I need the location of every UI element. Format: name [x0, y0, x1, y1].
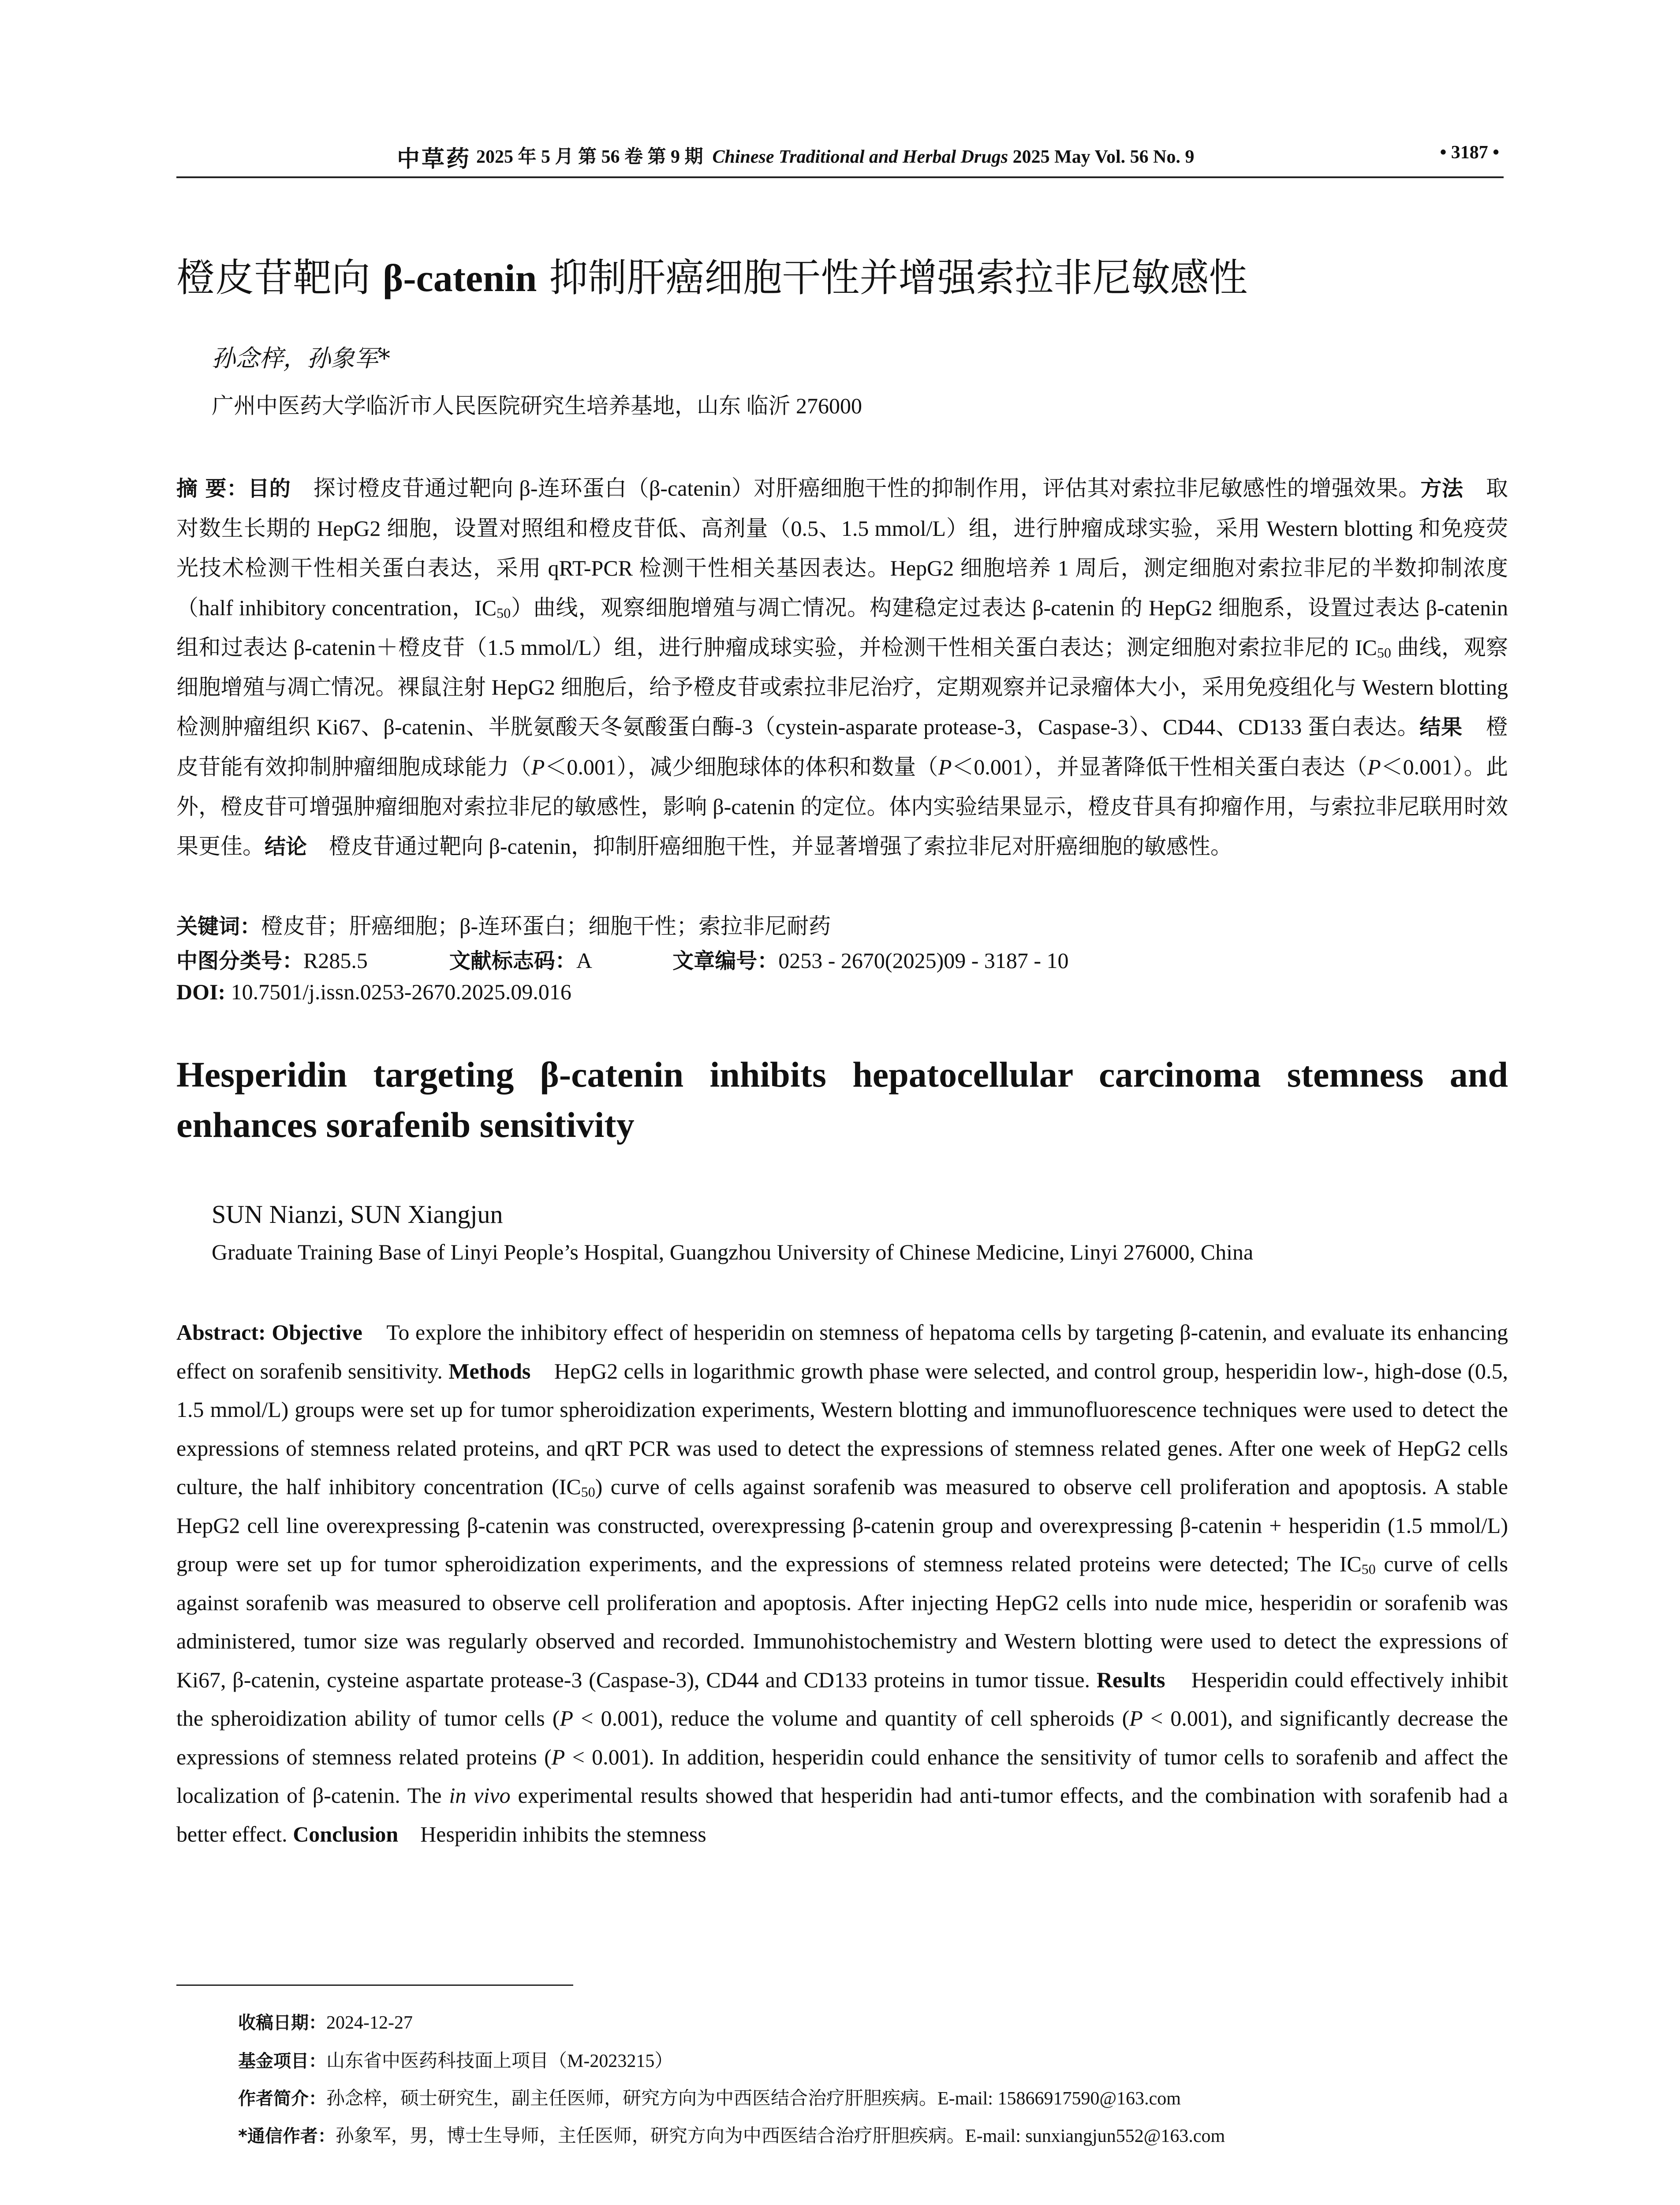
abstract-cn: 摘 要：目的 探讨橙皮苷通过靶向 β-连环蛋白（β-catenin）对肝癌细胞干性的抑制作用，评估其对索拉非尼敏感性的增强效果。方法 取对数生长期的 HepG2 细胞，设置对照组和橙皮苷低、高剂量（0.5、1.5 mmol/L）组，进行肿瘤成球实验，采用 Western blotting 和免疫荧光技术检测干性相关蛋白表达，采用 qRT-PCR 检测干性相关基因表达。HepG2 细胞培养 1 周后，测定细胞对索拉非尼的半数抑制浓度（half inhibitory concentration，$IC_{50}$）曲线，观察细胞增殖与凋亡情况。构建稳定过表达 β-catenin 的 HepG2 细胞系，设置过表达 β-catenin 组和过表达 β-catenin＋橙皮苷（1.5 mmol/L）组，进行肿瘤成球实验，并检测干性相关蛋白表达；测定细胞对索拉非尼的 $IC_{50}$ 曲线，观察细胞增殖与凋亡情况。裸鼠注射 HepG2 细胞后，给予橙皮苷或索拉非尼治疗，定期观察并记录瘤体大小，采用免疫组化与 Western blotting 检测肿瘤组织 Ki67、β-catenin、半胱氨酸天冬氨酸蛋白酶-3（cystein-asparate protease-3，Caspase-3）、CD44、CD133 蛋白表达。结果 橙皮苷能有效抑制肿瘤细胞成球能力（P＜0.001），减少细胞球体的体积和数量（P＜0.001），并显著降低干性相关蛋白表达（P＜0.001）。此外，橙皮苷可增强肿瘤细胞对索拉非尼的敏感性，影响 β-catenin 的定位。体内实验结果显示，橙皮苷具有抑瘤作用，与索拉非尼联用时效果更佳。结论 橙皮苷通过靶向 β-catenin，抑制肝癌细胞干性，并显著增强了索拉非尼对肝癌细胞的敏感性。 [176, 476, 1508, 859]
abstract-label-cn: 摘 要： [176, 476, 248, 501]
conclusion-label-en: Conclusion [293, 1821, 399, 1846]
title-cn: 橙皮苷靶向 β-catenin 抑制肝癌细胞干性并增强索拉非尼敏感性 [176, 255, 1248, 300]
authors-cn: 孙念梓，孙象军* [212, 344, 390, 372]
issue-cn: 2025 年 5 月 第 56 卷 第 9 期 [476, 147, 703, 167]
title-en: Hesperidin targeting β-catenin inhibits hepatocellular carcinoma stemness and enhances sorafenib sensitivity [176, 1054, 1508, 1145]
objective-label-cn: 目的 [248, 476, 291, 501]
issue-en: 2025 May Vol. 56 No. 9 [1012, 147, 1195, 167]
issue-info [476, 142, 1194, 168]
journal-name-en: Chinese Traditional and Herbal Drugs [712, 147, 1008, 167]
page-number: • 3187 • [1440, 142, 1499, 163]
affiliation-en: Graduate Training Base of Linyi People’s Hospital, Guangzhou University of Chinese Medicine, Linyi 276000, China [212, 1240, 1254, 1264]
footnote-rule [176, 1984, 573, 1986]
results-label-cn: 结果 [1419, 715, 1463, 740]
footnote-received: 收稿日期：2024-12-27 [238, 2013, 413, 2033]
results-label-en: Results [1096, 1667, 1165, 1692]
abstract-en: Abstract: Objective To explore the inhibitory effect of hesperidin on stemness of hepatoma cells by targeting β-catenin, and evaluate its enhancing effect on sorafenib sensitivity. Methods HepG2 cells in logarithmic growth phase were selected, and control group, hesperidin low-, high-dose (0.5, 1.5 mmol/L) groups were set up for tumor spheroidization experiments, Western blotting and immunofluorescence techniques were used to detect the expressions of stemness related proteins, and qRT PCR was used to detect the expressions of stemness related genes. After one week of HepG2 cells culture, the half inhibitory concentration $(IC_{50})$ curve of cells against sorafenib was measured to observe cell proliferation and apoptosis. A stable HepG2 cell line overexpressing β-catenin was constructed, overexpressing β-catenin group and overexpressing β-catenin + hesperidin (1.5 mmol/L) group were set up for tumor spheroidization experiments, and the expressions of stemness related proteins were detected; The $IC_{50}$ curve of cells against sorafenib was measured to observe cell proliferation and apoptosis. After injecting HepG2 cells into nude mice, hesperidin or sorafenib was administered, tumor size was regularly observed and recorded. Immunohistochemistry and Western blotting were used to detect the expressions of Ki67, β-catenin, cysteine aspartate protease-3 (Caspase-3), CD44 and CD133 proteins in tumor tissue. Results Hesperidin could effectively inhibit the spheroidization ability of tumor cells (P < 0.001), reduce the volume and quantity of cell spheroids (P < 0.001), and significantly decrease the expressions of stemness related proteins (P < 0.001). In addition, hesperidin could enhance the sensitivity of tumor cells to sorafenib and affect the localization of β-catenin. The in vivo experimental results showed that hesperidin had anti-tumor effects, and the combination with sorafenib had a better effect. Conclusion Hesperidin inhibits the stemness [176, 1320, 1508, 1846]
methods-label-cn: 方法 [1420, 476, 1463, 501]
methods-label-en: Methods [448, 1358, 531, 1383]
authors-en: SUN Nianzi, SUN Xiangjun [212, 1200, 503, 1229]
footnote-author: 作者简介：孙念梓，硕士研究生，副主任医师，研究方向为中西医结合治疗肝胆疾病。E-mail: 15866917590@163.com [238, 2089, 1181, 2109]
conclusion-label-cn: 结论 [265, 834, 307, 859]
affiliation-cn: 广州中医药大学临沂市人民医院研究生培养基地，山东 临沂 276000 [212, 393, 862, 418]
keywords-cn: 关键词：橙皮苷；肝癌细胞；β-连环蛋白；细胞干性；索拉非尼耐药 [176, 914, 831, 939]
abstract-label-en: Abstract: Objective [176, 1320, 362, 1345]
footnote-corresponding: *通信作者：孙象军，男，博士生导师，主任医师，研究方向为中西医结合治疗肝胆疾病。E-mail: sunxiangjun552@163.com [238, 2126, 1225, 2146]
journal-name-cn: 中草药 [397, 146, 471, 172]
doi: DOI: 10.7501/j.issn.0253-2670.2025.09.016 [176, 979, 571, 1004]
header-rule [176, 176, 1504, 178]
classification-line: 中图分类号：R285.5 文献标志码：A 文章编号：0253 - 2670(2025)09 - 3187 - 10 [176, 948, 1069, 973]
footnote-fund: 基金项目：山东省中医药科技面上项目（M-2023215） [238, 2051, 673, 2071]
running-header [176, 140, 1504, 176]
